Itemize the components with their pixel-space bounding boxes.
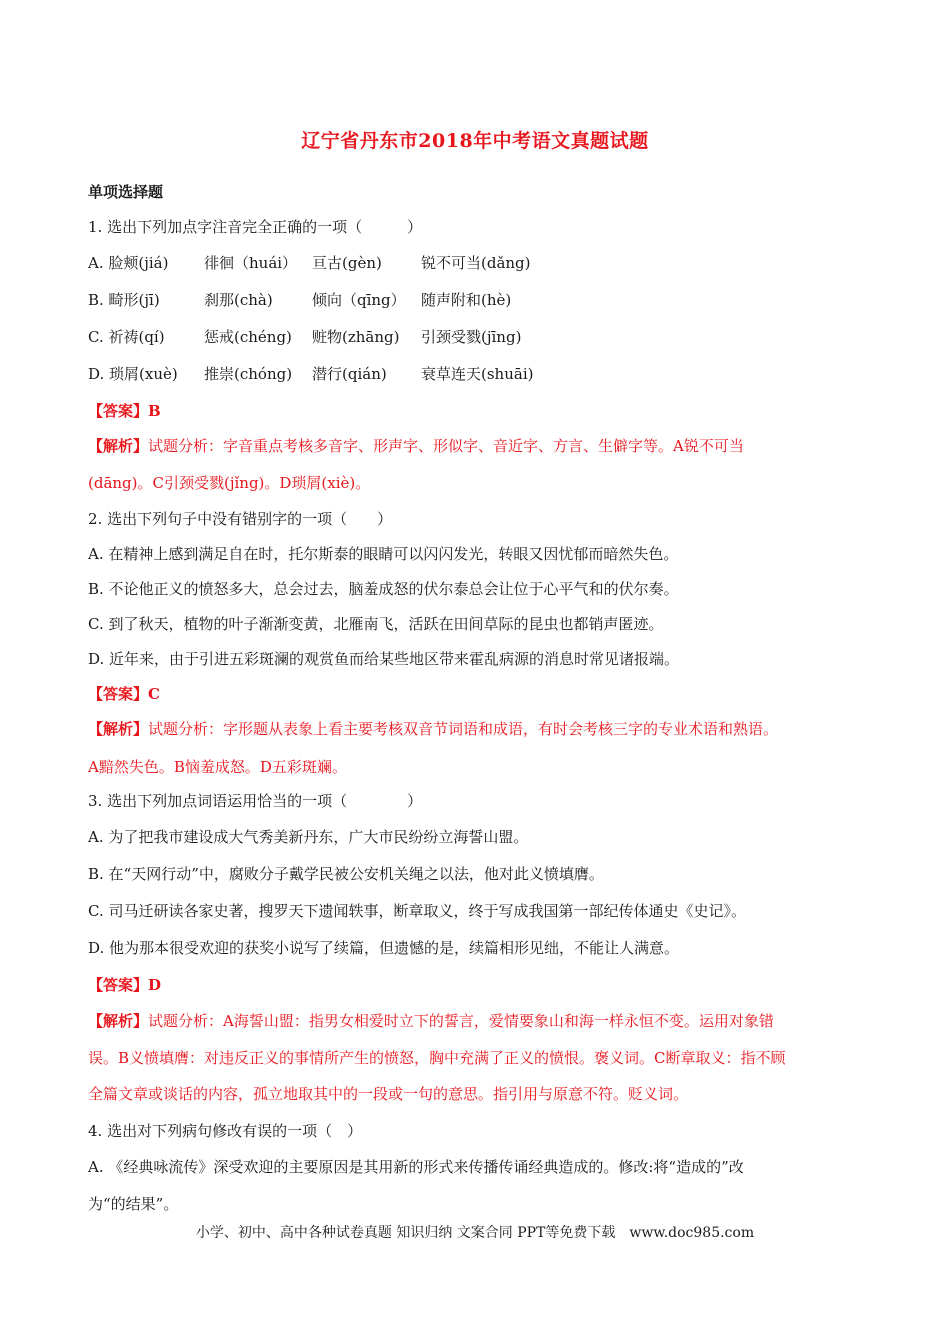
q1-analysis-line-1: 试题分析：字音重点考核多音字、形声字、形似字、音近字、方言、生僻字等。A锐不可当	[148, 437, 744, 455]
q3-analysis-line-1: 试题分析：A海誓山盟：指男女相爱时立下的誓言，爱情要象山和海一样永恒不变。运用对象错	[148, 1012, 774, 1030]
q3-stem: 3. 选出下列加点词语运用恰当的一项（ ）	[88, 792, 423, 810]
q2-analysis-line-1: 试题分析：字形题从表象上看主要考核双音节词语和成语，有时会考核三字的专业术语和熟语。	[148, 720, 779, 738]
q2-analysis-tag: 【解析】	[88, 720, 149, 738]
q2-stem: 2. 选出下列句子中没有错别字的一项（ ）	[88, 510, 393, 528]
q3-option-d: D. 他为那本很受欢迎的获奖小说写了续篇，但遗憾的是，续篇相形见绌，不能让人满意。	[88, 939, 680, 957]
q1-d-item-3: 潜行(qián)	[312, 365, 387, 383]
q4-option-a-line-2: 为“的结果”。	[88, 1195, 179, 1213]
page-title: 辽宁省丹东市2018年中考语文真题试题	[301, 130, 649, 152]
q3-answer: 【答案】D	[88, 976, 162, 994]
q3-analysis-tag: 【解析】	[88, 1012, 149, 1030]
q2-analysis-line-2: A黯然失色。B恼羞成怒。D五彩斑斓。	[88, 758, 347, 776]
q1-c-item-3: 赃物(zhāng)	[312, 328, 400, 346]
q1-a-item-4: 锐不可当(dǎng)	[421, 254, 531, 272]
q1-d-item-2: 推崇(chóng)	[204, 365, 293, 383]
q1-b-item-1: B. 畸形(jī)	[88, 291, 160, 309]
q1-c-item-1: C. 祈祷(qí)	[88, 328, 165, 346]
q1-a-item-2: 徘徊（huái）	[204, 254, 298, 272]
q4-stem: 4. 选出对下列病句修改有误的一项（ ）	[88, 1122, 363, 1140]
q1-a-item-3: 亘古(gèn)	[312, 254, 382, 272]
q4-option-a-line-1: A. 《经典咏流传》深受欢迎的主要原因是其用新的形式来传播传诵经典造成的。修改:将“造成的”改	[88, 1158, 744, 1176]
q2-analysis	[88, 718, 778, 739]
q3-option-c: C. 司马迁研读各家史著，搜罗天下遗闻轶事，断章取义，终于写成我国第一部纪传体通史《史记》。	[88, 902, 746, 920]
section-heading: 单项选择题	[88, 183, 164, 201]
q1-d-item-1: D. 琐屑(xuè)	[88, 365, 178, 383]
page-footer: 小学、初中、高中各种试卷真题 知识归纳 文案合同 PPT等免费下载 www.doc985.com	[195, 1225, 755, 1241]
q1-analysis	[88, 435, 744, 456]
q1-b-item-3: 倾向（qīng）	[312, 291, 406, 309]
q3-option-b: B. 在“天网行动”中，腐败分子戴学民被公安机关绳之以法，他对此义愤填膺。	[88, 865, 604, 883]
q1-b-item-4: 随声附和(hè)	[421, 291, 512, 309]
q1-d-item-4: 衰草连天(shuāi)	[421, 365, 534, 383]
q2-option-d: D. 近年来，由于引进五彩斑澜的观赏鱼而给某些地区带来霍乱病源的消息时常见诸报端。	[88, 650, 680, 668]
q1-b-item-2: 刹那(chà)	[204, 291, 273, 309]
q2-option-b: B. 不论他正义的愤怒多大，总会过去，脑羞成怒的伏尔泰总会让位于心平气和的伏尔奏。	[88, 580, 679, 598]
q1-c-item-4: 引颈受戮(jīng)	[421, 328, 522, 346]
q1-answer: 【答案】B	[88, 402, 161, 420]
q3-analysis-line-2: 误。B义愤填膺：对违反正义的事情所产生的愤怒，胸中充满了正义的愤恨。褒义词。C断章取义：指不顾	[88, 1049, 786, 1067]
q3-analysis-line-3: 全篇文章或谈话的内容，孤立地取其中的一段或一句的意思。指引用与原意不符。贬义词。	[88, 1085, 689, 1103]
q1-a-item-1: A. 脸颊(jiá)	[88, 254, 169, 272]
q1-analysis-tag: 【解析】	[88, 437, 149, 455]
q1-analysis-line-2: (dāng)。C引颈受戮(jǐng)。D琐屑(xiè)。	[88, 474, 371, 492]
q2-answer: 【答案】C	[88, 685, 160, 703]
q3-analysis	[88, 1010, 774, 1031]
q3-option-a: A. 为了把我市建设成大气秀美新丹东，广大市民纷纷立海誓山盟。	[88, 828, 529, 846]
q2-option-a: A. 在精神上感到满足自在时，托尔斯泰的眼睛可以闪闪发光，转眼又因忧郁而暗然失色。	[88, 545, 679, 563]
q1-c-item-2: 惩戒(chéng)	[204, 328, 292, 346]
q1-stem: 1. 选出下列加点字注音完全正确的一项（ ）	[88, 218, 423, 236]
q2-option-c: C. 到了秋天，植物的叶子渐渐变黄，北雁南飞，活跃在田间草际的昆虫也都销声匿迹。	[88, 615, 664, 633]
